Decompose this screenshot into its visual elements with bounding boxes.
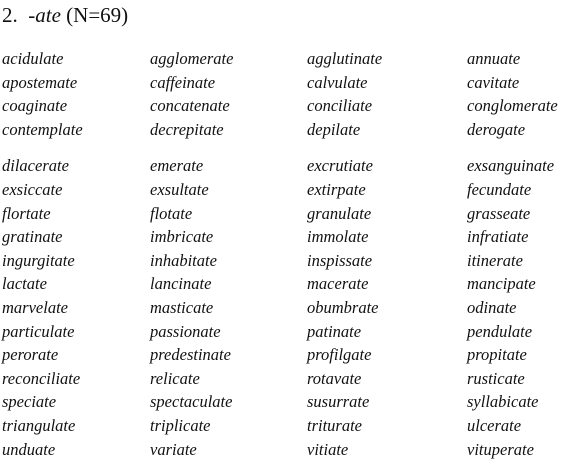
word-list-body <box>2 47 567 461</box>
word-cell: triplicate <box>150 415 211 435</box>
word-cell: passionate <box>150 321 221 341</box>
word-cell: decrepitate <box>150 119 224 139</box>
word-cell: exsanguinate <box>467 156 555 176</box>
word-cell: perorate <box>2 345 59 365</box>
word-row <box>2 225 567 249</box>
word-row <box>2 438 567 462</box>
word-cell: derogate <box>467 119 526 139</box>
word-cell: contemplate <box>2 119 83 139</box>
word-cell: gratinate <box>2 227 63 247</box>
word-cell: concatenate <box>150 96 230 116</box>
word-cell: infratiate <box>467 227 529 247</box>
word-cell: relicate <box>150 368 200 388</box>
word-row <box>2 94 567 118</box>
word-row <box>2 47 567 71</box>
word-row <box>2 249 567 273</box>
word-cell: rotavate <box>307 368 362 388</box>
word-cell: agglomerate <box>150 49 234 68</box>
word-cell: susurrate <box>307 392 370 412</box>
word-cell: ingurgitate <box>2 250 75 270</box>
word-cell: unduate <box>2 439 56 459</box>
word-cell: immolate <box>307 227 369 247</box>
word-cell: acidulate <box>2 49 64 68</box>
word-cell: spectaculate <box>150 392 233 412</box>
word-row <box>2 320 567 344</box>
word-cell: fecundate <box>467 179 532 199</box>
word-cell: extirpate <box>307 179 366 199</box>
word-row <box>2 178 567 202</box>
word-cell: mancipate <box>467 274 536 294</box>
word-count: (N=69) <box>66 3 129 27</box>
word-cell: inhabitate <box>150 250 217 270</box>
word-cell: lactate <box>2 274 47 294</box>
suffix-label: -ate <box>28 3 61 27</box>
word-cell: exsultate <box>150 179 209 199</box>
word-cell: reconciliate <box>2 368 81 388</box>
word-cell: exsiccate <box>2 179 63 199</box>
word-cell: masticate <box>150 297 214 317</box>
word-row <box>2 272 567 296</box>
word-cell: rusticate <box>467 368 525 388</box>
word-cell: predestinate <box>150 345 231 365</box>
word-cell: odinate <box>467 297 517 317</box>
word-cell: depilate <box>307 119 361 139</box>
word-cell: agglutinate <box>307 49 383 68</box>
word-cell: particulate <box>2 321 75 341</box>
word-row <box>2 118 567 142</box>
word-cell: granulate <box>307 203 372 223</box>
word-cell: dilacerate <box>2 156 69 176</box>
word-cell: triangulate <box>2 415 76 435</box>
word-cell: pendulate <box>467 321 533 341</box>
word-cell: conciliate <box>307 96 373 116</box>
word-row <box>2 71 567 95</box>
section-number: 2. <box>2 3 18 27</box>
word-row <box>2 296 567 320</box>
word-row <box>2 414 567 438</box>
word-cell: caffeinate <box>150 72 216 92</box>
word-cell: calvulate <box>307 72 368 92</box>
word-cell: ulcerate <box>467 415 522 435</box>
section-heading <box>2 2 128 28</box>
word-cell: excrutiate <box>307 156 373 176</box>
word-cell: itinerate <box>467 250 523 270</box>
word-cell: obumbrate <box>307 297 379 317</box>
word-cell: vitiate <box>307 439 349 459</box>
word-cell: conglomerate <box>467 96 558 116</box>
word-cell: cavitate <box>467 72 520 92</box>
word-row <box>2 154 567 178</box>
word-list-table <box>2 47 567 461</box>
word-cell: syllabicate <box>467 392 539 412</box>
word-row <box>2 390 567 414</box>
word-row <box>2 202 567 226</box>
separator-cell <box>2 141 567 154</box>
word-cell: triturate <box>307 415 363 435</box>
word-cell: flortate <box>2 203 51 223</box>
word-cell: profilgate <box>307 345 372 365</box>
word-cell: vituperate <box>467 439 534 459</box>
word-cell: marvelate <box>2 297 68 317</box>
word-cell: lancinate <box>150 274 212 294</box>
word-cell: emerate <box>150 156 204 176</box>
word-row <box>2 343 567 367</box>
word-cell: flotate <box>150 203 193 223</box>
word-cell: macerate <box>307 274 369 294</box>
word-cell: apostemate <box>2 72 78 92</box>
word-cell: annuate <box>467 49 521 68</box>
word-cell: coaginate <box>2 96 68 116</box>
word-cell: propitate <box>467 345 527 365</box>
word-cell: speciate <box>2 392 57 412</box>
word-cell: grasseate <box>467 203 531 223</box>
word-cell: patinate <box>307 321 362 341</box>
word-cell: imbricate <box>150 227 214 247</box>
word-cell: variate <box>150 439 197 459</box>
group-separator <box>2 141 567 154</box>
word-row <box>2 367 567 391</box>
word-cell: inspissate <box>307 250 373 270</box>
